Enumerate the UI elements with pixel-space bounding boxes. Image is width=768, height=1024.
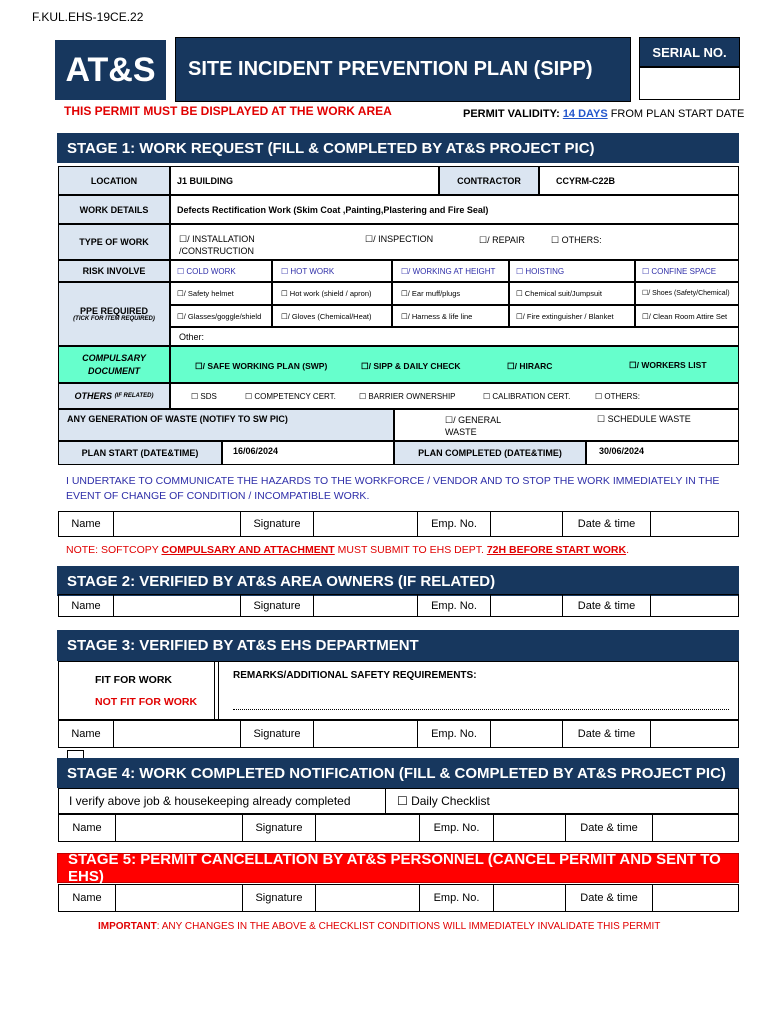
stage5-signature-row [58, 884, 739, 912]
risk-working-at-height[interactable]: ☐/ WORKING AT HEIGHT [392, 260, 509, 282]
validity-days: 14 DAYS [562, 108, 608, 120]
risk-hot-work[interactable]: ☐ HOT WORK [272, 260, 392, 282]
doc-hirarc-checkbox[interactable]: ☐/ HIRARC [507, 361, 553, 371]
sig-emp-label: Emp. No. [420, 815, 494, 841]
sig-date-field[interactable] [653, 815, 738, 841]
daily-checklist-checkbox[interactable]: ☐ Daily Checklist [397, 794, 490, 808]
sig-signature-field[interactable] [314, 595, 418, 616]
verify-statement: I verify above job & housekeeping already completed [69, 794, 351, 808]
sig-name-field[interactable] [114, 512, 241, 536]
stage4-header: STAGE 4: WORK COMPLETED NOTIFICATION (FILL & COMPLETED BY AT&S PROJECT PIC) [57, 758, 739, 788]
stage1-signature-row [58, 511, 739, 537]
serial-label: SERIAL NO. [639, 37, 740, 67]
others-label: OTHERS (IF RELATED) [58, 383, 170, 409]
stage2-header: STAGE 2: VERIFIED BY AT&S AREA OWNERS (IF RELATED) [57, 566, 739, 596]
sig-date-label: Date & time [563, 595, 651, 616]
page-title: SITE INCIDENT PREVENTION PLAN (SIPP) [176, 38, 630, 101]
type-of-work-label: TYPE OF WORK [58, 224, 170, 260]
compulsary-document-label: COMPULSARY DOCUMENT [58, 346, 170, 383]
sig-date-label: Date & time [566, 885, 653, 911]
stage4-signature-row [58, 814, 739, 842]
waste-options [394, 409, 739, 441]
stage3-body [58, 661, 739, 720]
remarks-field[interactable] [233, 702, 729, 710]
waste-schedule-checkbox[interactable]: ☐ SCHEDULE WASTE [597, 414, 691, 424]
ppe-ear-muff[interactable]: ☐/ Ear muff/plugs [392, 282, 509, 305]
sig-emp-field[interactable] [491, 512, 563, 536]
sig-date-field[interactable] [651, 512, 738, 536]
work-details-label: WORK DETAILS [58, 195, 170, 224]
sig-emp-field[interactable] [494, 815, 566, 841]
ppe-other-field[interactable]: Other: [170, 327, 739, 346]
type-others-checkbox[interactable]: ☐ OTHERS: [551, 235, 602, 245]
sig-date-field[interactable] [653, 885, 738, 911]
type-inspection-checkbox[interactable]: ☐/ INSPECTION [365, 234, 434, 244]
sig-signature-label: Signature [241, 595, 314, 616]
ppe-helmet[interactable]: ☐/ Safety helmet [170, 282, 272, 305]
risk-confine-space[interactable]: ☐ CONFINE SPACE [635, 260, 739, 282]
sig-signature-field[interactable] [314, 721, 418, 747]
type-repair-checkbox[interactable]: ☐/ REPAIR [479, 235, 525, 245]
sig-signature-field[interactable] [314, 512, 418, 536]
stage4-verify-row [58, 788, 739, 814]
sig-signature-field[interactable] [316, 815, 420, 841]
sig-emp-label: Emp. No. [418, 512, 491, 536]
important-notice: IMPORTANT: ANY CHANGES IN THE ABOVE & CHECKLIST CONDITIONS WILL IMMEDIATELY INVALIDATE THIS PERMIT [98, 921, 661, 932]
sig-signature-label: Signature [241, 512, 314, 536]
stage3-signature-row [58, 720, 739, 748]
contractor-value[interactable]: CCYRM-C22B [539, 166, 739, 195]
sig-signature-label: Signature [241, 721, 314, 747]
sig-name-label: Name [59, 885, 116, 911]
serial-field[interactable] [639, 67, 740, 100]
stage5-header: STAGE 5: PERMIT CANCELLATION BY AT&S PERSONNEL (CANCEL PERMIT AND SENT TO EHS) [57, 853, 739, 883]
sig-name-label: Name [59, 815, 116, 841]
stage1-header: STAGE 1: WORK REQUEST (FILL & COMPLETED BY AT&S PROJECT PIC) [57, 133, 739, 163]
remarks-label: REMARKS/ADDITIONAL SAFETY REQUIREMENTS: [233, 670, 477, 681]
sig-name-label: Name [59, 595, 114, 616]
ppe-fire-extinguisher[interactable]: ☐/ Fire extinguisher / Blanket [509, 305, 635, 327]
sig-date-field[interactable] [651, 721, 738, 747]
sig-name-field[interactable] [114, 595, 241, 616]
permit-display-notice: THIS PERMIT MUST BE DISPLAYED AT THE WORK AREA [64, 104, 392, 118]
location-value[interactable]: J1 BUILDING [170, 166, 439, 195]
ppe-required-label: PPE REQUIRED (TICK FOR ITEM REQUIRED) [58, 282, 170, 346]
others-calibration-checkbox[interactable]: ☐ CALIBRATION CERT. [483, 392, 571, 401]
ppe-clean-room[interactable]: ☐/ Clean Room Attire Set [635, 305, 739, 327]
stage3-divider [214, 662, 219, 720]
sig-emp-field[interactable] [494, 885, 566, 911]
work-details-value[interactable]: Defects Rectification Work (Skim Coat ,Painting,Plastering and Fire Seal) [170, 195, 739, 224]
stage3-header: STAGE 3: VERIFIED BY AT&S EHS DEPARTMENT [57, 630, 739, 661]
ppe-hot-work-shield[interactable]: ☐ Hot work (shield / apron) [272, 282, 392, 305]
stage2-signature-row [58, 594, 739, 617]
risk-involve-label: RISK INVOLVE [58, 260, 170, 282]
sig-emp-label: Emp. No. [418, 595, 491, 616]
doc-sipp-checkbox[interactable]: ☐/ SIPP & DAILY CHECK [361, 361, 461, 371]
sig-name-field[interactable] [116, 885, 243, 911]
softcopy-note: NOTE: SOFTCOPY COMPULSARY AND ATTACHMENT MUST SUBMIT TO EHS DEPT. 72H BEFORE START WORK. [66, 544, 629, 556]
others-sds-checkbox[interactable]: ☐ SDS [191, 392, 217, 401]
sig-date-field[interactable] [651, 595, 738, 616]
ppe-shoes[interactable]: ☐/ Shoes (Safety/Chemical) [635, 282, 739, 305]
risk-cold-work[interactable]: ☐ COLD WORK [170, 260, 272, 282]
type-of-work-options [170, 224, 739, 260]
sig-date-label: Date & time [563, 721, 651, 747]
others-competency-checkbox[interactable]: ☐ COMPETENCY CERT. [245, 392, 336, 401]
sig-date-label: Date & time [563, 512, 651, 536]
type-installation-checkbox[interactable]: ☐/ INSTALLATION /CONSTRUCTION [179, 234, 255, 256]
sig-emp-label: Emp. No. [418, 721, 491, 747]
ppe-glasses[interactable]: ☐/ Glasses/goggle/shield [170, 305, 272, 327]
sig-date-label: Date & time [566, 815, 653, 841]
compulsary-document-options [170, 346, 739, 383]
waste-label: ANY GENERATION OF WASTE (NOTIFY TO SW PIC) [58, 409, 394, 441]
doc-swp-checkbox[interactable]: ☐/ SAFE WORKING PLAN (SWP) [195, 361, 328, 371]
ppe-chemical-suit[interactable]: ☐ Chemical suit/Jumpsuit [509, 282, 635, 305]
sig-name-field[interactable] [114, 721, 241, 747]
ppe-harness[interactable]: ☐/ Harness & life line [392, 305, 509, 327]
others-barrier-checkbox[interactable]: ☐ BARRIER OWNERSHIP [359, 392, 456, 401]
verify-divider [385, 789, 386, 814]
sig-name-field[interactable] [116, 815, 243, 841]
others-others-checkbox[interactable]: ☐ OTHERS: [595, 392, 640, 401]
not-fit-for-work-option[interactable]: NOT FIT FOR WORK [95, 696, 198, 708]
plan-start-value[interactable]: 16/06/2024 [222, 441, 394, 465]
sig-name-label: Name [59, 512, 114, 536]
logo: AT&S [55, 40, 166, 100]
plan-start-label: PLAN START (DATE&TIME) [58, 441, 222, 465]
undertaking-statement: I UNDERTAKE TO COMMUNICATE THE HAZARDS TO THE WORKFORCE / VENDOR AND TO STOP THE WORK IMMEDIATELY IN THE EVENT OF CHANGE OF CONDITION / INCOMPATIBLE WORK. [66, 475, 720, 502]
plan-completed-label: PLAN COMPLETED (DATE&TIME) [394, 441, 586, 465]
plan-completed-value[interactable]: 30/06/2024 [586, 441, 739, 465]
others-options [170, 383, 739, 409]
fit-for-work-option[interactable]: FIT FOR WORK [95, 674, 172, 686]
waste-general-checkbox[interactable]: ☐/ GENERAL WASTE [445, 415, 501, 437]
sig-emp-label: Emp. No. [420, 885, 494, 911]
sig-emp-field[interactable] [491, 595, 563, 616]
ppe-gloves[interactable]: ☐/ Gloves (Chemical/Heat) [272, 305, 392, 327]
sig-name-label: Name [59, 721, 114, 747]
permit-validity: PERMIT VALIDITY: 14 DAYS FROM PLAN START DATE [463, 108, 745, 120]
sig-signature-field[interactable] [316, 885, 420, 911]
doc-workers-list-checkbox[interactable]: ☐/ WORKERS LIST [629, 360, 707, 370]
contractor-label: CONTRACTOR [439, 166, 539, 195]
sig-signature-label: Signature [243, 815, 316, 841]
sig-signature-label: Signature [243, 885, 316, 911]
sig-emp-field[interactable] [491, 721, 563, 747]
risk-hoisting[interactable]: ☐ HOISTING [509, 260, 635, 282]
location-label: LOCATION [58, 166, 170, 195]
doc-code: F.KUL.EHS-19CE.22 [32, 10, 144, 24]
